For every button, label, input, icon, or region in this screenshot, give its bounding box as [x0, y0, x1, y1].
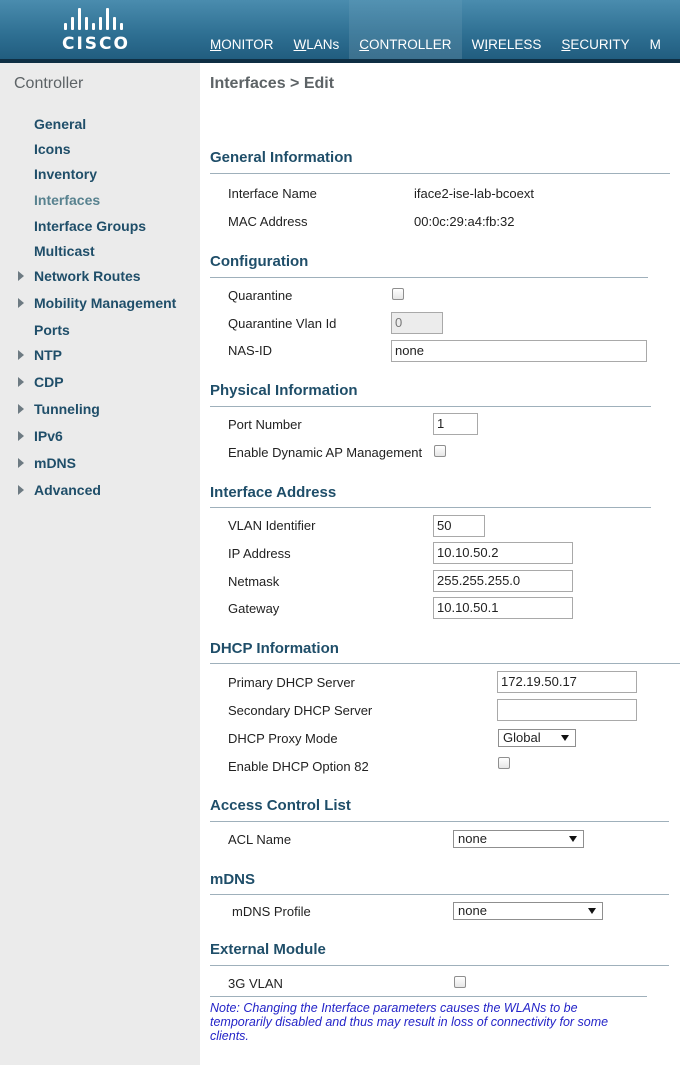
section-general-title: General Information [210, 149, 353, 166]
vlan-id-input[interactable]: 50 [433, 515, 485, 537]
section-acl-title: Access Control List [210, 797, 351, 814]
expand-arrow-icon[interactable] [18, 404, 24, 414]
gateway-label: Gateway [228, 601, 280, 616]
cisco-logo-icon [64, 8, 123, 30]
secondary-dhcp-input[interactable] [497, 699, 637, 721]
section-divider [210, 507, 651, 508]
page-title: Interfaces > Edit [210, 75, 335, 92]
section-divider [210, 406, 651, 407]
sidebar-item-ntp[interactable]: NTP [34, 347, 62, 363]
tab-management[interactable]: M [649, 37, 661, 52]
quarantine-label: Quarantine [228, 288, 293, 303]
3g-vlan-checkbox[interactable] [454, 976, 466, 988]
sidebar-item-advanced[interactable]: Advanced [34, 482, 101, 498]
sidebar-item-mobility-management[interactable]: Mobility Management [34, 295, 177, 311]
3g-vlan-label: 3G VLAN [228, 976, 283, 991]
main-nav [200, 0, 671, 63]
section-address-title: Interface Address [210, 484, 337, 501]
sidebar-item-interface-groups[interactable]: Interface Groups [34, 218, 147, 234]
warning-note: Note: Changing the Interface parameters causes the WLANs to be temporarily disabled and thus may result in loss of connectivity for some clients. [210, 1001, 609, 1043]
sidebar-item-multicast[interactable]: Multicast [34, 243, 95, 259]
section-configuration-title: Configuration [210, 253, 309, 270]
sidebar-item-tunneling[interactable]: Tunneling [34, 401, 100, 417]
tab-monitor[interactable]: MONITOR [210, 37, 274, 52]
expand-arrow-icon[interactable] [18, 298, 24, 308]
section-divider [210, 663, 680, 664]
tab-wireless[interactable]: WIRELESS [471, 37, 542, 52]
sidebar-item-mdns[interactable]: mDNS [34, 455, 77, 471]
sidebar-title: Controller [14, 75, 84, 92]
sidebar [0, 63, 200, 1065]
dhcp-option82-checkbox[interactable] [498, 757, 510, 769]
mac-address-value: 00:0c:29:a4:fb:32 [414, 214, 515, 229]
interface-name-value: iface2-ise-lab-bcoext [414, 186, 534, 201]
tab-wlans[interactable]: WLANs [293, 37, 340, 52]
cisco-logo-text: CISCO [62, 34, 130, 54]
tab-controller[interactable]: CONTROLLER [349, 0, 461, 59]
vlan-id-label: VLAN Identifier [228, 518, 316, 533]
ip-address-input[interactable]: 10.10.50.2 [433, 542, 573, 564]
sidebar-item-inventory[interactable]: Inventory [34, 166, 98, 182]
expand-arrow-icon[interactable] [18, 431, 24, 441]
quarantine-checkbox[interactable] [392, 288, 404, 300]
section-physical-title: Physical Information [210, 382, 358, 399]
dynamic-ap-label: Enable Dynamic AP Management [228, 445, 423, 460]
section-divider [210, 277, 648, 278]
sidebar-item-ports[interactable]: Ports [34, 322, 70, 338]
sidebar-item-icons[interactable]: Icons [34, 141, 71, 157]
sidebar-item-network-routes[interactable]: Network Routes [34, 268, 141, 284]
section-divider [210, 173, 670, 174]
acl-name-label: ACL Name [228, 832, 292, 847]
primary-dhcp-input[interactable]: 172.19.50.17 [497, 671, 637, 693]
dhcp-proxy-select[interactable] [498, 729, 576, 747]
quarantine-vlan-input: 0 [391, 312, 443, 334]
section-dhcp-title: DHCP Information [210, 640, 339, 657]
secondary-dhcp-label: Secondary DHCP Server [228, 703, 373, 718]
expand-arrow-icon[interactable] [18, 377, 24, 387]
ip-address-label: IP Address [228, 546, 291, 561]
section-divider [210, 965, 669, 966]
dhcp-option82-label: Enable DHCP Option 82 [228, 759, 369, 774]
section-mdns-title: mDNS [210, 871, 256, 888]
dropdown-arrow-icon [588, 908, 596, 914]
port-number-label: Port Number [228, 417, 302, 432]
acl-name-select[interactable] [453, 830, 584, 848]
dynamic-ap-checkbox[interactable] [434, 445, 446, 457]
interface-name-label: Interface Name [228, 186, 317, 201]
netmask-label: Netmask [228, 574, 280, 589]
sidebar-item-interfaces[interactable]: Interfaces [34, 192, 101, 208]
port-number-input[interactable]: 1 [433, 413, 478, 435]
nas-id-input[interactable]: none [391, 340, 647, 362]
expand-arrow-icon[interactable] [18, 458, 24, 468]
gateway-input[interactable]: 10.10.50.1 [433, 597, 573, 619]
acl-name-value: none [458, 831, 487, 846]
dropdown-arrow-icon [569, 836, 577, 842]
expand-arrow-icon[interactable] [18, 350, 24, 360]
cisco-logo[interactable] [62, 8, 138, 54]
tab-security[interactable]: SECURITY [561, 37, 630, 52]
sidebar-item-ipv6[interactable]: IPv6 [34, 428, 63, 444]
section-divider [210, 821, 669, 822]
mdns-profile-select[interactable] [453, 902, 603, 920]
netmask-input[interactable]: 255.255.255.0 [433, 570, 573, 592]
nas-id-label: NAS-ID [228, 343, 273, 358]
top-header [0, 0, 680, 63]
mdns-profile-label: mDNS Profile [232, 904, 311, 919]
expand-arrow-icon[interactable] [18, 485, 24, 495]
dhcp-proxy-value: Global [503, 730, 541, 745]
quarantine-vlan-label: Quarantine Vlan Id [228, 316, 337, 331]
mac-address-label: MAC Address [228, 214, 308, 229]
mdns-profile-value: none [458, 903, 487, 918]
dhcp-proxy-label: DHCP Proxy Mode [228, 731, 338, 746]
expand-arrow-icon[interactable] [18, 271, 24, 281]
section-external-title: External Module [210, 941, 326, 958]
section-divider [210, 996, 647, 997]
sidebar-item-general[interactable]: General [34, 116, 87, 132]
dropdown-arrow-icon [561, 735, 569, 741]
sidebar-item-cdp[interactable]: CDP [34, 374, 64, 390]
primary-dhcp-label: Primary DHCP Server [228, 675, 355, 690]
section-divider [210, 894, 669, 895]
